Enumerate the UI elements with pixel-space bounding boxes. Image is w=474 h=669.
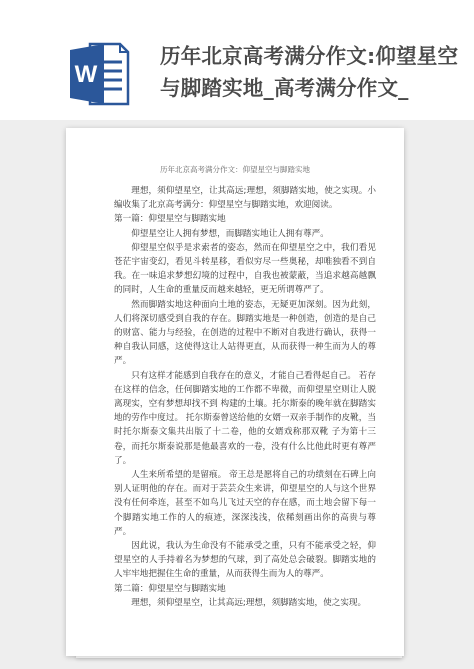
paragraph: 然而脚踏实地这种面向土地的姿态，无疑更加深刻。因为此刻，人们将深切感受到自我的存在。脚踏实地是一种创造，创造的是自己的财富、能力与经验，在创造的过程中不断对自我进行确认，获得一种自我认同感，这使得这让人站得更直，从而获得一种生而为人的尊严。 <box>114 299 376 367</box>
section-heading: 第一篇：仰望星空与脚踏实地 <box>114 214 226 225</box>
paragraph: 理想，须仰望星空，让其高远;理想，须脚踏实地，使之实现。 <box>131 597 367 608</box>
document-page <box>66 128 404 656</box>
paragraph: 理想，须仰望星空，让其高远;理想，须脚踏实地，使之实现。小编收集了北京高考满分：仰望星空与脚踏实地，欢迎阅读。 <box>114 186 376 211</box>
page-title: 历年北京高考满分作文:仰望星空与脚踏实地_高考满分作文_ <box>160 44 459 100</box>
document-body <box>114 184 376 610</box>
word-logo-letter: W <box>74 61 98 88</box>
word-document-icon <box>68 40 130 108</box>
section-heading: 第二篇：仰望星空与脚踏实地 <box>114 583 226 594</box>
paragraph: 人生来所希望的是留痕。 帝王总是愿将自己的功绩刻在石碑上向别人证明他的存在。而对于芸芸众生来讲，仰望星空的人与这个世界没有任何牵连，甚至不如鸟儿飞过天空的存在感，而土地会留下每一个脚踏实地工作的人的痕迹，深深浅浅，依稀刻画出你的高贵与尊严。 <box>114 470 376 537</box>
paragraph: 因此说，我认为生命没有不能承受之重，只有不能承受之轻，仰望星空的人手持着名为梦想的气球，到了高处总会破裂。脚踏实地的人牢牢地把握住生命的重量，从而获得生而为人的尊严。 <box>114 541 376 580</box>
header-banner <box>0 0 474 140</box>
paragraph: 只有这样才能感到自我存在的意义，才能自己看得起自己。 若存在这样的信念，任何脚踏实地的工作都不卑微，而仰望星空则让人脱离现实，空有梦想却找不到 构建的土壤。托尔斯泰的晚年就在脚踏实地的劳作中度过。 托尔斯泰曾送给他的女婿一双亲手制作的皮靴，当时托尔斯泰文集共出版了十二卷，他的女婿戏称那双靴 子为第十三卷，而托尔斯泰说那是他最喜欢的一卷，没有什么比他此时更有尊严了。 <box>114 370 376 466</box>
paragraph: 仰望星空让人拥有梦想，而脚踏实地让人拥有尊严。 <box>131 228 329 239</box>
paragraph: 仰望星空似乎是求索者的姿态，然而在仰望星空之中，我们看见苍茫宇宙变幻，看见斗转星移，看似穷尽一些奥秘，却唯独看不到自我。在一味追求梦想幻境的过程中，自我也被蒙蔽，当追求越高越飘的同时，人生命的重量反而越来越轻，更无所谓尊严了。 <box>114 242 376 296</box>
running-header: 历年北京高考满分作文：仰望星空与脚踏实地 <box>160 165 310 174</box>
